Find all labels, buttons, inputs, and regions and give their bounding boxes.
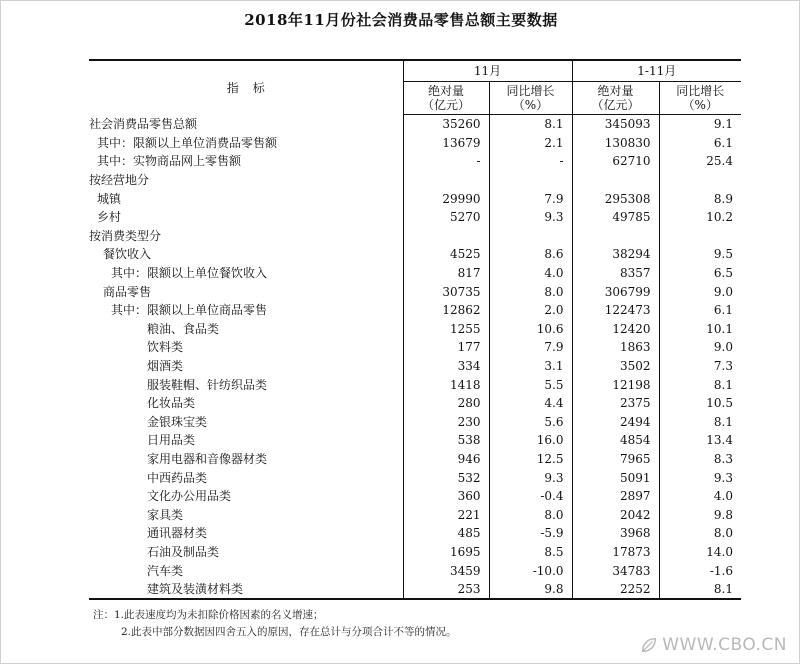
row-label: 乡村 xyxy=(89,208,403,227)
cell-ytd-growth: 4.0 xyxy=(713,489,733,504)
table-row xyxy=(89,171,741,190)
row-label: 文化办公用品类 xyxy=(89,487,403,506)
row-label: 家具类 xyxy=(89,505,403,524)
table-row xyxy=(89,301,741,320)
table-body xyxy=(89,115,741,600)
cell-ytd-abs: 12420 xyxy=(572,320,659,339)
cell-nov-abs: 1695 xyxy=(403,543,489,562)
cell-ytd-abs: 295308 xyxy=(572,189,659,208)
cell-nov-abs: 29990 xyxy=(403,189,489,208)
cell-nov-abs xyxy=(403,171,489,190)
cell-ytd-growth: 8.1 xyxy=(659,580,741,600)
table-row xyxy=(89,264,741,283)
col-header-ytd-growth: 同比增长 （%） xyxy=(659,82,741,115)
row-label: 饮料类 xyxy=(89,338,403,357)
footnote-2: 2.此表中部分数据因四舍五入的原因，存在总计与分项合计不等的情况。 xyxy=(121,626,457,638)
cell-ytd-abs: 130830 xyxy=(572,134,659,153)
cell-nov-abs: 35260 xyxy=(403,115,489,134)
cell-nov-growth: 10.6 xyxy=(489,320,572,339)
row-label: 通讯器材类 xyxy=(89,524,403,543)
cell-ytd-abs xyxy=(572,171,659,190)
cell-ytd-growth: 14.0 xyxy=(706,544,733,559)
col-header-ytd-abs: 绝对量 （亿元） xyxy=(572,82,659,115)
cell-nov-abs: 221 xyxy=(403,505,489,524)
cell-ytd-growth: -1.6 xyxy=(709,563,733,578)
cell-nov-growth: -10.0 xyxy=(489,561,572,580)
cell-nov-abs: 1255 xyxy=(403,320,489,339)
cell-ytd-abs: 2494 xyxy=(572,413,659,432)
cell-nov-growth: 8.6 xyxy=(489,245,572,264)
cell-nov-abs: 1418 xyxy=(403,375,489,394)
indicator-header: 指标 xyxy=(89,60,403,115)
cell-nov-growth: -5.9 xyxy=(489,524,572,543)
cell-ytd-abs: 62710 xyxy=(572,152,659,171)
table-row xyxy=(89,357,741,376)
period-header-nov: 11月 xyxy=(403,60,572,82)
cell-ytd-abs: 38294 xyxy=(572,245,659,264)
footnote-1: 注：1.此表速度均为未扣除价格因素的名义增速； xyxy=(93,609,324,621)
watermark xyxy=(640,635,787,655)
cell-ytd-growth: 8.3 xyxy=(713,451,733,466)
table-row xyxy=(89,152,741,171)
cell-ytd-growth: 9.5 xyxy=(713,247,733,262)
cell-ytd-growth: 8.1 xyxy=(713,414,733,429)
cell-nov-growth: 8.1 xyxy=(489,115,572,134)
table-row xyxy=(89,524,741,543)
cell-ytd-abs: 5091 xyxy=(572,468,659,487)
cell-ytd-abs: 7965 xyxy=(572,450,659,469)
cell-ytd-growth: 10.5 xyxy=(706,396,733,411)
cell-nov-abs: 4525 xyxy=(403,245,489,264)
table-row xyxy=(89,115,741,134)
table-row xyxy=(89,134,741,153)
row-label: 服装鞋帽、针纺织品类 xyxy=(89,375,403,394)
cell-ytd-growth: 10.2 xyxy=(706,210,733,225)
row-label: 日用品类 xyxy=(89,431,403,450)
cell-ytd-abs: 49785 xyxy=(572,208,659,227)
table-row xyxy=(89,468,741,487)
col-header-nov-abs: 绝对量 （亿元） xyxy=(403,82,489,115)
document-title: 2018年11月份社会消费品零售总额主要数据 xyxy=(244,11,558,29)
table-row xyxy=(89,375,741,394)
table-row xyxy=(89,561,741,580)
cell-ytd-abs: 3968 xyxy=(572,524,659,543)
cell-nov-growth: 2.1 xyxy=(489,134,572,153)
table-row xyxy=(89,320,741,339)
table-row xyxy=(89,450,741,469)
table-row xyxy=(89,189,741,208)
cell-nov-growth: 8.0 xyxy=(489,282,572,301)
row-label: 城镇 xyxy=(89,189,403,208)
cell-nov-abs: - xyxy=(403,152,489,171)
row-label: 建筑及装潢材料类 xyxy=(89,580,403,600)
table-row xyxy=(89,245,741,264)
period-header-ytd: 1-11月 xyxy=(572,60,741,82)
table-row xyxy=(89,413,741,432)
table-row xyxy=(89,487,741,506)
cell-ytd-growth: 7.3 xyxy=(713,359,733,374)
row-label: 餐饮收入 xyxy=(89,245,403,264)
cell-nov-abs: 230 xyxy=(403,413,489,432)
table-row xyxy=(89,227,741,246)
cell-ytd-abs: 3502 xyxy=(572,357,659,376)
cell-nov-growth: 4.0 xyxy=(489,264,572,283)
cell-nov-abs: 253 xyxy=(403,580,489,600)
table-row xyxy=(89,282,741,301)
cell-nov-abs: 12862 xyxy=(403,301,489,320)
cell-ytd-growth: 9.8 xyxy=(713,507,733,522)
cell-nov-abs: 177 xyxy=(403,338,489,357)
row-label: 其中：限额以上单位餐饮收入 xyxy=(89,264,403,283)
cell-ytd-abs: 345093 xyxy=(572,115,659,134)
cell-ytd-growth: 6.1 xyxy=(713,303,733,318)
cell-nov-growth xyxy=(489,227,572,246)
row-label: 社会消费品零售总额 xyxy=(89,115,403,134)
row-label: 按消费类型分 xyxy=(89,227,403,246)
cell-nov-abs: 280 xyxy=(403,394,489,413)
cell-nov-growth: 7.9 xyxy=(489,189,572,208)
watermark-text: WWW.CBO.CN xyxy=(662,635,787,655)
cell-ytd-abs: 4854 xyxy=(572,431,659,450)
cell-ytd-growth: 6.1 xyxy=(713,135,733,150)
row-label: 粮油、食品类 xyxy=(89,320,403,339)
row-label: 烟酒类 xyxy=(89,357,403,376)
cell-ytd-abs: 1863 xyxy=(572,338,659,357)
cell-nov-abs: 5270 xyxy=(403,208,489,227)
cell-nov-growth: 9.3 xyxy=(489,468,572,487)
cell-nov-growth: 8.0 xyxy=(489,505,572,524)
table-row xyxy=(89,208,741,227)
cell-ytd-abs: 2897 xyxy=(572,487,659,506)
cell-nov-growth: 16.0 xyxy=(489,431,572,450)
cell-nov-abs: 360 xyxy=(403,487,489,506)
cell-nov-abs: 13679 xyxy=(403,134,489,153)
cell-ytd-abs: 2375 xyxy=(572,394,659,413)
cell-nov-abs: 946 xyxy=(403,450,489,469)
cell-ytd-abs: 122473 xyxy=(572,301,659,320)
col-header-nov-growth: 同比增长 （%） xyxy=(489,82,572,115)
cell-nov-growth: 7.9 xyxy=(489,338,572,357)
cell-nov-growth xyxy=(489,171,572,190)
cell-ytd-growth: 8.9 xyxy=(713,191,733,206)
row-label: 中西药品类 xyxy=(89,468,403,487)
cell-nov-abs: 538 xyxy=(403,431,489,450)
cell-ytd-growth: 13.4 xyxy=(706,433,733,448)
table-row xyxy=(89,505,741,524)
row-label: 石油及制品类 xyxy=(89,543,403,562)
cell-ytd-growth: 8.0 xyxy=(713,526,733,541)
cell-nov-abs: 334 xyxy=(403,357,489,376)
cell-ytd-growth: 9.1 xyxy=(713,117,733,132)
row-label: 其中：实物商品网上零售额 xyxy=(89,152,403,171)
cell-nov-abs: 485 xyxy=(403,524,489,543)
cell-ytd-growth: 8.1 xyxy=(713,377,733,392)
cell-nov-abs: 30735 xyxy=(403,282,489,301)
cell-ytd-growth: 9.0 xyxy=(713,340,733,355)
row-label: 汽车类 xyxy=(89,561,403,580)
cell-ytd-abs: 17873 xyxy=(572,543,659,562)
cell-nov-growth: - xyxy=(489,152,572,171)
cell-ytd-growth: 6.5 xyxy=(713,266,733,281)
row-label: 其中：限额以上单位消费品零售额 xyxy=(89,134,403,153)
row-label: 其中：限额以上单位商品零售 xyxy=(89,301,403,320)
cell-nov-growth: -0.4 xyxy=(489,487,572,506)
cell-ytd-abs: 2042 xyxy=(572,505,659,524)
cell-ytd-growth: 9.0 xyxy=(713,284,733,299)
table-row xyxy=(89,394,741,413)
leaf-logo-icon xyxy=(640,636,658,654)
cell-ytd-abs: 2252 xyxy=(572,580,659,600)
cell-nov-growth: 4.4 xyxy=(489,394,572,413)
table-row xyxy=(89,338,741,357)
cell-ytd-growth: 25.4 xyxy=(706,154,733,169)
cell-ytd-abs: 12198 xyxy=(572,375,659,394)
cell-ytd-abs: 8357 xyxy=(572,264,659,283)
cell-ytd-abs xyxy=(572,227,659,246)
cell-ytd-abs: 34783 xyxy=(572,561,659,580)
cell-nov-growth: 9.3 xyxy=(489,208,572,227)
cell-nov-growth: 5.6 xyxy=(489,413,572,432)
cell-ytd-growth: 9.3 xyxy=(713,470,733,485)
row-label: 按经营地分 xyxy=(89,171,403,190)
cell-nov-abs: 532 xyxy=(403,468,489,487)
cell-nov-growth: 9.8 xyxy=(489,580,572,600)
cell-ytd-growth xyxy=(659,171,741,190)
cell-nov-growth: 2.0 xyxy=(489,301,572,320)
cell-nov-growth: 8.5 xyxy=(489,543,572,562)
cell-nov-growth: 3.1 xyxy=(489,357,572,376)
table-row xyxy=(89,580,741,600)
cell-nov-abs: 3459 xyxy=(403,561,489,580)
cell-nov-abs xyxy=(403,227,489,246)
cell-nov-abs: 817 xyxy=(403,264,489,283)
retail-sales-table xyxy=(89,59,741,600)
row-label: 家用电器和音像器材类 xyxy=(89,450,403,469)
row-label: 商品零售 xyxy=(89,282,403,301)
cell-nov-growth: 12.5 xyxy=(489,450,572,469)
row-label: 化妆品类 xyxy=(89,394,403,413)
row-label: 金银珠宝类 xyxy=(89,413,403,432)
cell-ytd-growth: 10.1 xyxy=(706,321,733,336)
table-row xyxy=(89,431,741,450)
cell-ytd-abs: 306799 xyxy=(572,282,659,301)
table-row xyxy=(89,543,741,562)
cell-nov-growth: 5.5 xyxy=(489,375,572,394)
cell-ytd-growth xyxy=(659,227,741,246)
footnotes xyxy=(93,607,457,641)
